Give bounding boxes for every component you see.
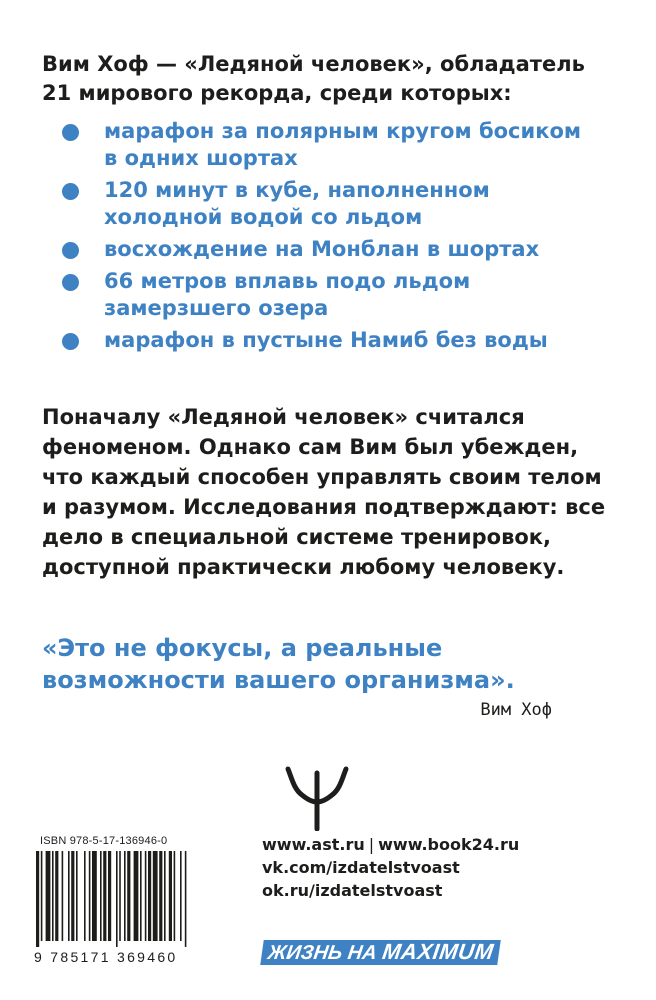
barcode-bar: [185, 851, 187, 947]
series-main: MAXIMUM: [380, 939, 496, 964]
barcode-bar: [140, 851, 142, 941]
record-text: 66 метров вплавь подо льдом замерзшего озера: [104, 269, 471, 320]
barcode-bar: [134, 851, 139, 941]
record-item: [62, 236, 582, 263]
barcode-bar: [41, 851, 43, 941]
barcode-bar: [52, 851, 54, 941]
barcode-block: [32, 835, 236, 965]
book24-link[interactable]: www.book24.ru: [378, 835, 520, 854]
isbn-label: ISBN 978-5-17-136946-0: [40, 835, 168, 847]
quote-text: «Это не фокусы, а реальные возможности вашего организма».: [42, 634, 515, 694]
barcode-bar: [145, 851, 147, 941]
bullet-dot-icon: [62, 242, 79, 259]
barcode-bar: [116, 851, 118, 947]
intro-text: [42, 50, 622, 108]
quote-author: Вим Хоф: [480, 700, 552, 720]
record-item: [62, 268, 582, 322]
series-logo: [260, 940, 501, 965]
ok-link[interactable]: ok.ru/izdatelstvoast: [262, 881, 443, 900]
publisher-logo-icon: [282, 765, 352, 831]
barcode-bar: [108, 851, 111, 941]
record-item: [62, 327, 582, 354]
barcode-bar: [153, 851, 158, 941]
series-prefix: ЖИЗНЬ НА: [266, 942, 384, 964]
records-list: [62, 118, 582, 359]
barcode-bar: [127, 851, 130, 941]
description-paragraph: Поначалу «Ледяной человек» считался феноменом. Однако сам Вим был убежден, что каждый способен управлять своим телом и разумом. Исследования подтверждают: все дело в специальной системе тренировок, доступной практически любому человеку.: [42, 405, 606, 579]
record-text: восхождение на Монблан в шортах: [104, 237, 540, 261]
record-text: марафон за полярным кругом босиком в одних шортах: [104, 119, 582, 170]
record-item: [62, 118, 582, 172]
barcode-bar: [159, 851, 162, 941]
barcode-image: [32, 851, 236, 947]
bullet-dot-icon: [62, 124, 79, 141]
barcode-bar: [124, 851, 126, 941]
bullet-dot-icon: [62, 333, 79, 350]
record-text: 120 минут в кубе, наполненном холодной водой со льдом: [104, 178, 490, 229]
ast-link[interactable]: www.ast.ru: [262, 835, 365, 854]
barcode-bar: [68, 851, 70, 941]
barcode-bar: [119, 851, 121, 941]
barcode-bar: [103, 851, 106, 941]
intro-line-2: 21 мирового рекорда, среди которых:: [42, 81, 512, 105]
barcode-bar: [169, 851, 172, 941]
vk-link[interactable]: vk.com/izdatelstvoast: [262, 858, 460, 877]
barcode-bar: [71, 851, 74, 941]
barcode-bar: [55, 851, 58, 941]
barcode-bar: [100, 851, 102, 941]
record-text: марафон в пустыне Намиб без воды: [104, 328, 548, 352]
barcode-bar: [46, 851, 51, 941]
barcode-bar: [84, 851, 86, 941]
barcode-digits: 9 785171 369460: [34, 949, 178, 965]
bullet-dot-icon: [62, 274, 79, 291]
barcode-bar: [174, 851, 176, 941]
intro-line-1: Вим Хоф — «Ледяной человек», обладатель: [42, 52, 585, 76]
links-row-1: [262, 833, 562, 856]
barcode-bar: [76, 851, 78, 941]
barcode-bar: [62, 851, 64, 941]
record-item: [62, 177, 582, 231]
barcode-bar: [36, 851, 39, 947]
barcode-bar: [148, 851, 151, 941]
link-separator: |: [368, 835, 375, 854]
barcode-bar: [92, 851, 97, 941]
bullet-dot-icon: [62, 183, 79, 200]
barcode-bar: [164, 851, 166, 941]
barcode-bar: [89, 851, 91, 941]
barcode-bar: [180, 851, 182, 941]
publisher-links: [262, 833, 562, 902]
